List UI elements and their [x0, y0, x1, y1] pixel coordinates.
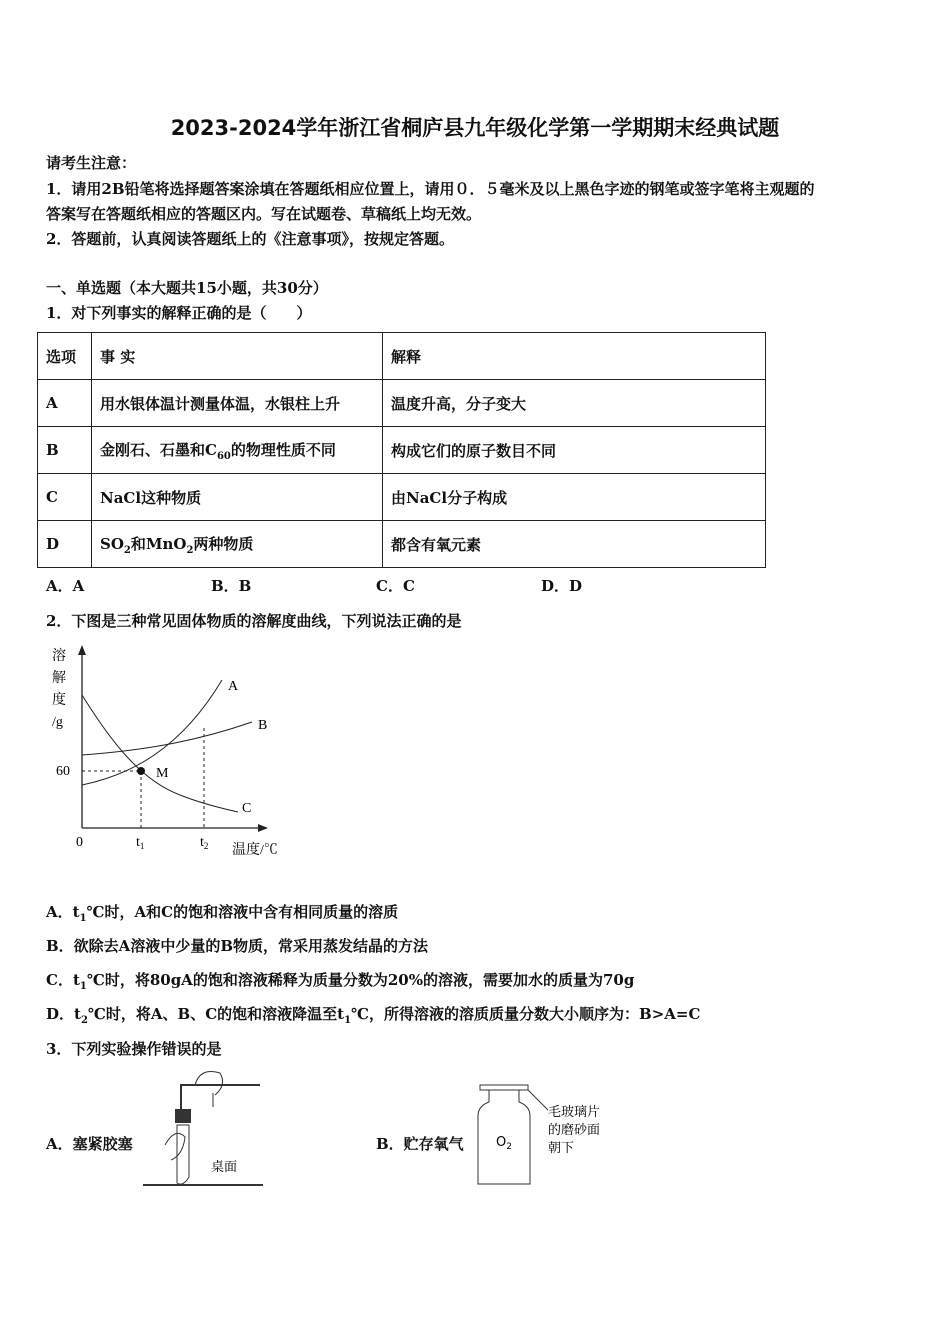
text: SO [100, 534, 124, 553]
y-label: 度 [52, 693, 66, 708]
question-stem: 1．对下列事实的解释正确的是（ ） [46, 304, 312, 322]
cell: 由NaCl分子构成 [383, 474, 766, 521]
note-text: 朝下 [548, 1141, 575, 1156]
option-d[interactable]: D．$t_2℃$时，将A、B、C的饱和溶液降温至$t_1℃$，所得溶液的溶质质量分数大小顺序为：B>A=C [46, 1005, 701, 1026]
y-axis-arrow [78, 645, 86, 655]
option-c[interactable]: C．$t_1℃$时，将80gA的饱和溶液稀释为质量分数为20%的溶液，需要加水的质量为70g [46, 971, 635, 992]
y-label: 解 [52, 671, 66, 686]
page-title: 2023-2024学年浙江省桐庐县九年级化学第一学期期末经典试题 [170, 116, 780, 140]
text: 和MnO [130, 534, 187, 553]
header-cell: 选项 [38, 333, 92, 380]
cell: 构成它们的原子数目不同 [383, 427, 766, 474]
table-row [38, 521, 766, 568]
cell: C [38, 474, 92, 521]
option-b[interactable]: B．欲除去A溶液中少量的B物质，常采用蒸发结晶的方法 [46, 937, 428, 955]
gas-bottle-illustration [474, 1080, 624, 1190]
cell [92, 427, 383, 474]
tick-label: 0 [76, 835, 83, 850]
text: 两种物质 [193, 534, 254, 553]
text: 金刚石、石墨和C [100, 440, 217, 459]
tick-label-t2: $t_2$ [200, 835, 209, 851]
option-b[interactable]: B．贮存氧气 [376, 1135, 464, 1153]
test-tube-illustration [135, 1065, 270, 1190]
cell [92, 521, 383, 568]
label-a: A [228, 679, 239, 694]
hand-icon [165, 1133, 185, 1160]
tick-label: 60 [56, 764, 70, 779]
curve-a [82, 680, 222, 785]
label-m: M [156, 766, 169, 781]
cell: D [38, 521, 92, 568]
notice-heading: 请考生注意： [46, 154, 137, 172]
cell: B [38, 427, 92, 474]
notice-line: 2．答题前，认真阅读答题纸上的《注意事项》，按规定答题。 [46, 230, 454, 248]
y-label: 溶 [52, 649, 66, 664]
table-header-row [38, 333, 766, 380]
desk-label: 桌面 [211, 1160, 238, 1175]
subscript: 60 [216, 450, 231, 462]
label-c: C [242, 801, 252, 816]
table-row [38, 427, 766, 474]
text: 的物理性质不同 [230, 440, 336, 459]
note-text: 毛玻璃片 [548, 1105, 601, 1120]
choice-d[interactable]: D．D [541, 577, 583, 595]
curve-b [82, 722, 252, 755]
cell: A [38, 380, 92, 427]
question-stem: 2．下图是三种常见固体物质的溶解度曲线，下列说法正确的是 [46, 612, 462, 630]
facts-table [37, 332, 766, 568]
label-b: B [258, 718, 268, 733]
x-axis-arrow [258, 824, 268, 832]
hand-icon [195, 1072, 223, 1096]
pointer-line [528, 1090, 548, 1110]
cell: 用水银体温计测量体温，水银柱上升 [92, 380, 383, 427]
choice-b[interactable]: B．B [211, 577, 252, 595]
point-m [137, 767, 145, 775]
option-a[interactable]: A．$t_1℃$时，A和C的饱和溶液中含有相同质量的溶质 [46, 903, 399, 924]
header-cell: 解释 [383, 333, 766, 380]
section-heading: 一、单选题（本大题共15小题，共30分） [46, 279, 328, 297]
cell: NaCl这种物质 [92, 474, 383, 521]
header-cell: 事 实 [92, 333, 383, 380]
choice-c[interactable]: C．C [376, 577, 415, 595]
option-a[interactable]: A．塞紧胶塞 [46, 1135, 133, 1153]
cell: 温度升高，分子变大 [383, 380, 766, 427]
table-row [38, 474, 766, 521]
notice-line: 答案写在答题纸相应的答题区内。写在试题卷、草稿纸上均无效。 [46, 205, 482, 223]
bottle-label: $O_2$ [496, 1135, 512, 1152]
table-row [38, 380, 766, 427]
tick-label-t1: $t_1$ [136, 835, 145, 851]
choice-a[interactable]: A．A [46, 577, 85, 595]
rubber-stopper [175, 1109, 191, 1123]
notice-line: 1．请用2B铅笔将选择题答案涂填在答题纸相应位置上，请用０．５毫米及以上黑色字迹的钢笔或签字笔将主观题的 [46, 180, 815, 198]
subscript: 2 [123, 544, 131, 556]
x-label: 温度/℃ [232, 843, 278, 858]
question-stem: 3．下列实验操作错误的是 [46, 1040, 222, 1058]
note-text: 的磨砂面 [548, 1123, 601, 1138]
cell: 都含有氧元素 [383, 521, 766, 568]
y-label: /g [52, 715, 63, 730]
subscript: 2 [186, 544, 194, 556]
solubility-chart [40, 640, 300, 865]
glass-plate [480, 1085, 528, 1090]
